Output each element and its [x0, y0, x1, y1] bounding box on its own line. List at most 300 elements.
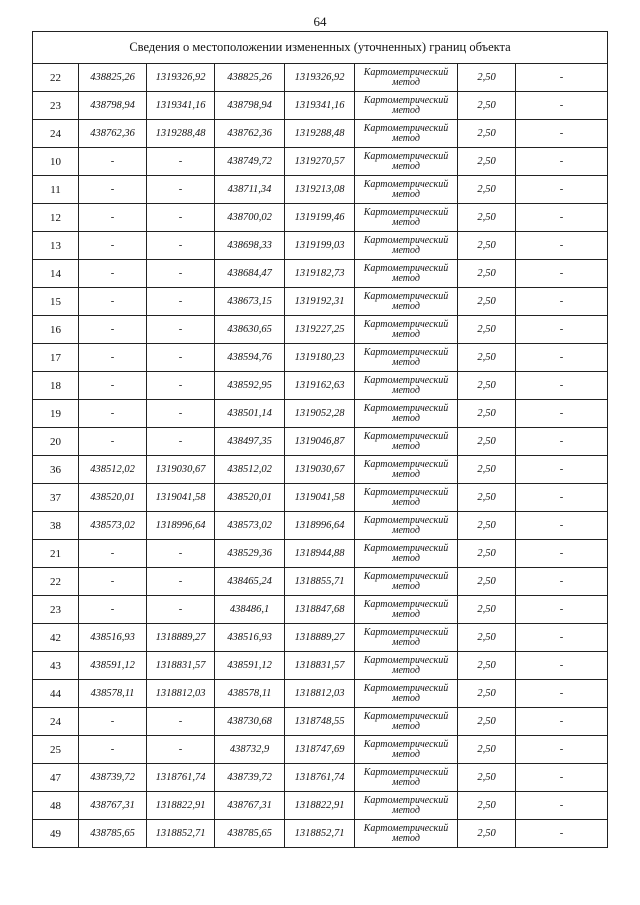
- existing-y-cell: -: [147, 288, 215, 316]
- point-number-cell: 48: [33, 792, 79, 820]
- existing-y-cell: -: [147, 344, 215, 372]
- method-line-1: Картометрический: [363, 374, 449, 386]
- table-row: [33, 92, 608, 120]
- point-number-cell: 10: [33, 148, 79, 176]
- method-line-1: Картометрический: [363, 570, 449, 582]
- method-line-1: Картометрический: [363, 682, 449, 694]
- refined-x-cell: 438730,68: [215, 708, 285, 736]
- table-row: [33, 456, 608, 484]
- refined-x-cell: 438486,1: [215, 596, 285, 624]
- point-number-cell: 47: [33, 764, 79, 792]
- method-line-2: метод: [392, 272, 420, 284]
- note-cell: -: [516, 204, 608, 232]
- existing-x-cell: -: [79, 428, 147, 456]
- method-line-2: метод: [392, 580, 420, 592]
- existing-y-cell: 1319326,92: [147, 64, 215, 92]
- refined-y-cell: 1318822,91: [285, 792, 355, 820]
- note-cell: -: [516, 540, 608, 568]
- existing-y-cell: -: [147, 232, 215, 260]
- method-cell: [355, 484, 458, 512]
- method-line-2: метод: [392, 132, 420, 144]
- table-row: [33, 820, 608, 848]
- accuracy-cell: 2,50: [458, 484, 516, 512]
- method-line-2: метод: [392, 244, 420, 256]
- refined-x-cell: 438465,24: [215, 568, 285, 596]
- table-row: [33, 792, 608, 820]
- point-number-cell: 18: [33, 372, 79, 400]
- method-cell: [355, 708, 458, 736]
- method-cell: [355, 120, 458, 148]
- refined-y-cell: 1318944,88: [285, 540, 355, 568]
- refined-y-cell: 1318761,74: [285, 764, 355, 792]
- accuracy-cell: 2,50: [458, 624, 516, 652]
- note-cell: -: [516, 512, 608, 540]
- accuracy-cell: 2,50: [458, 736, 516, 764]
- refined-x-cell: 438785,65: [215, 820, 285, 848]
- refined-y-cell: 1319030,67: [285, 456, 355, 484]
- note-cell: -: [516, 456, 608, 484]
- method-line-1: Картометрический: [363, 318, 449, 330]
- method-line-1: Картометрический: [363, 486, 449, 498]
- note-cell: -: [516, 148, 608, 176]
- point-number-cell: 22: [33, 568, 79, 596]
- method-line-2: метод: [392, 776, 420, 788]
- existing-x-cell: -: [79, 288, 147, 316]
- accuracy-cell: 2,50: [458, 176, 516, 204]
- method-line-2: метод: [392, 804, 420, 816]
- refined-y-cell: 1319182,73: [285, 260, 355, 288]
- accuracy-cell: 2,50: [458, 512, 516, 540]
- accuracy-cell: 2,50: [458, 792, 516, 820]
- refined-y-cell: 1319341,16: [285, 92, 355, 120]
- existing-y-cell: 1319041,58: [147, 484, 215, 512]
- refined-x-cell: 438630,65: [215, 316, 285, 344]
- method-line-2: метод: [392, 300, 420, 312]
- existing-y-cell: 1318822,91: [147, 792, 215, 820]
- method-line-1: Картометрический: [363, 346, 449, 358]
- accuracy-cell: 2,50: [458, 540, 516, 568]
- method-cell: [355, 92, 458, 120]
- method-cell: [355, 316, 458, 344]
- accuracy-cell: 2,50: [458, 288, 516, 316]
- point-number-cell: 20: [33, 428, 79, 456]
- existing-y-cell: -: [147, 176, 215, 204]
- note-cell: -: [516, 344, 608, 372]
- method-line-2: метод: [392, 748, 420, 760]
- existing-y-cell: 1319341,16: [147, 92, 215, 120]
- accuracy-cell: 2,50: [458, 428, 516, 456]
- refined-x-cell: 438767,31: [215, 792, 285, 820]
- accuracy-cell: 2,50: [458, 316, 516, 344]
- note-cell: -: [516, 596, 608, 624]
- table-row: [33, 428, 608, 456]
- existing-y-cell: -: [147, 260, 215, 288]
- accuracy-cell: 2,50: [458, 120, 516, 148]
- method-line-2: метод: [392, 76, 420, 88]
- existing-x-cell: -: [79, 372, 147, 400]
- accuracy-cell: 2,50: [458, 260, 516, 288]
- table-row: [33, 176, 608, 204]
- accuracy-cell: 2,50: [458, 344, 516, 372]
- note-cell: -: [516, 820, 608, 848]
- refined-y-cell: 1318812,03: [285, 680, 355, 708]
- table-row: [33, 708, 608, 736]
- point-number-cell: 49: [33, 820, 79, 848]
- point-number-cell: 15: [33, 288, 79, 316]
- existing-y-cell: 1319030,67: [147, 456, 215, 484]
- refined-x-cell: 438698,33: [215, 232, 285, 260]
- method-cell: [355, 596, 458, 624]
- refined-y-cell: 1319199,46: [285, 204, 355, 232]
- table-title: Сведения о местоположении измененных (уточненных) границ объекта: [33, 32, 608, 64]
- existing-y-cell: -: [147, 316, 215, 344]
- table-row: [33, 148, 608, 176]
- boundary-coordinates-table: [32, 31, 608, 848]
- point-number-cell: 44: [33, 680, 79, 708]
- table-title-row: [33, 32, 608, 64]
- page-number: 64: [313, 14, 327, 29]
- table-row: [33, 596, 608, 624]
- existing-x-cell: 438578,11: [79, 680, 147, 708]
- table-row: [33, 540, 608, 568]
- accuracy-cell: 2,50: [458, 204, 516, 232]
- method-line-1: Картометрический: [363, 262, 449, 274]
- accuracy-cell: 2,50: [458, 64, 516, 92]
- refined-y-cell: 1319199,03: [285, 232, 355, 260]
- table-row: [33, 652, 608, 680]
- refined-x-cell: 438825,26: [215, 64, 285, 92]
- method-cell: [355, 176, 458, 204]
- method-cell: [355, 400, 458, 428]
- method-cell: [355, 652, 458, 680]
- note-cell: -: [516, 232, 608, 260]
- existing-y-cell: 1318889,27: [147, 624, 215, 652]
- note-cell: -: [516, 288, 608, 316]
- method-line-2: метод: [392, 412, 420, 424]
- point-number-cell: 17: [33, 344, 79, 372]
- note-cell: -: [516, 708, 608, 736]
- refined-y-cell: 1318748,55: [285, 708, 355, 736]
- method-cell: [355, 372, 458, 400]
- existing-x-cell: 438762,36: [79, 120, 147, 148]
- point-number-cell: 42: [33, 624, 79, 652]
- table-row: [33, 736, 608, 764]
- table-row: [33, 568, 608, 596]
- method-line-2: метод: [392, 832, 420, 844]
- point-number-cell: 24: [33, 120, 79, 148]
- existing-y-cell: 1318761,74: [147, 764, 215, 792]
- refined-y-cell: 1318847,68: [285, 596, 355, 624]
- note-cell: -: [516, 260, 608, 288]
- refined-y-cell: 1318852,71: [285, 820, 355, 848]
- method-line-2: метод: [392, 636, 420, 648]
- refined-x-cell: 438520,01: [215, 484, 285, 512]
- note-cell: -: [516, 764, 608, 792]
- method-line-1: Картометрический: [363, 290, 449, 302]
- refined-y-cell: 1318831,57: [285, 652, 355, 680]
- note-cell: -: [516, 64, 608, 92]
- existing-x-cell: 438520,01: [79, 484, 147, 512]
- accuracy-cell: 2,50: [458, 456, 516, 484]
- method-line-2: метод: [392, 664, 420, 676]
- point-number-cell: 22: [33, 64, 79, 92]
- note-cell: -: [516, 316, 608, 344]
- existing-x-cell: -: [79, 316, 147, 344]
- point-number-cell: 11: [33, 176, 79, 204]
- refined-y-cell: 1319227,25: [285, 316, 355, 344]
- existing-y-cell: 1318831,57: [147, 652, 215, 680]
- method-cell: [355, 204, 458, 232]
- refined-y-cell: 1318996,64: [285, 512, 355, 540]
- point-number-cell: 21: [33, 540, 79, 568]
- refined-x-cell: 438592,95: [215, 372, 285, 400]
- method-line-1: Картометрический: [363, 766, 449, 778]
- refined-x-cell: 438732,9: [215, 736, 285, 764]
- existing-x-cell: 438767,31: [79, 792, 147, 820]
- point-number-cell: 25: [33, 736, 79, 764]
- table-row: [33, 316, 608, 344]
- existing-x-cell: -: [79, 708, 147, 736]
- refined-y-cell: 1319041,58: [285, 484, 355, 512]
- refined-y-cell: 1319326,92: [285, 64, 355, 92]
- accuracy-cell: 2,50: [458, 596, 516, 624]
- note-cell: -: [516, 428, 608, 456]
- method-line-1: Картометрический: [363, 794, 449, 806]
- method-cell: [355, 680, 458, 708]
- method-line-1: Картометрический: [363, 738, 449, 750]
- method-line-1: Картометрический: [363, 122, 449, 134]
- refined-y-cell: 1319288,48: [285, 120, 355, 148]
- method-cell: [355, 764, 458, 792]
- method-line-2: метод: [392, 692, 420, 704]
- existing-y-cell: 1318812,03: [147, 680, 215, 708]
- method-line-1: Картометрический: [363, 514, 449, 526]
- existing-x-cell: 438512,02: [79, 456, 147, 484]
- method-cell: [355, 456, 458, 484]
- point-number-cell: 37: [33, 484, 79, 512]
- existing-x-cell: -: [79, 568, 147, 596]
- table-row: [33, 64, 608, 92]
- note-cell: -: [516, 92, 608, 120]
- refined-y-cell: 1318889,27: [285, 624, 355, 652]
- refined-x-cell: 438512,02: [215, 456, 285, 484]
- method-cell: [355, 148, 458, 176]
- refined-x-cell: 438684,47: [215, 260, 285, 288]
- point-number-cell: 14: [33, 260, 79, 288]
- note-cell: -: [516, 736, 608, 764]
- existing-x-cell: -: [79, 232, 147, 260]
- existing-x-cell: 438825,26: [79, 64, 147, 92]
- existing-y-cell: -: [147, 596, 215, 624]
- accuracy-cell: 2,50: [458, 708, 516, 736]
- existing-x-cell: 438573,02: [79, 512, 147, 540]
- table-row: [33, 204, 608, 232]
- table-row: [33, 764, 608, 792]
- table-row: [33, 484, 608, 512]
- existing-x-cell: -: [79, 260, 147, 288]
- refined-y-cell: 1319180,23: [285, 344, 355, 372]
- note-cell: -: [516, 680, 608, 708]
- refined-y-cell: 1318855,71: [285, 568, 355, 596]
- point-number-cell: 24: [33, 708, 79, 736]
- note-cell: -: [516, 652, 608, 680]
- refined-x-cell: 438594,76: [215, 344, 285, 372]
- refined-x-cell: 438700,02: [215, 204, 285, 232]
- accuracy-cell: 2,50: [458, 92, 516, 120]
- method-line-1: Картометрический: [363, 710, 449, 722]
- method-line-1: Картометрический: [363, 402, 449, 414]
- method-line-2: метод: [392, 160, 420, 172]
- existing-x-cell: -: [79, 204, 147, 232]
- note-cell: -: [516, 624, 608, 652]
- table-row: [33, 260, 608, 288]
- method-line-2: метод: [392, 328, 420, 340]
- method-cell: [355, 428, 458, 456]
- refined-y-cell: 1319192,31: [285, 288, 355, 316]
- method-line-2: метод: [392, 188, 420, 200]
- existing-x-cell: -: [79, 148, 147, 176]
- method-line-1: Картометрический: [363, 234, 449, 246]
- accuracy-cell: 2,50: [458, 764, 516, 792]
- point-number-cell: 19: [33, 400, 79, 428]
- existing-y-cell: -: [147, 540, 215, 568]
- existing-x-cell: 438591,12: [79, 652, 147, 680]
- method-cell: [355, 344, 458, 372]
- method-cell: [355, 820, 458, 848]
- existing-y-cell: -: [147, 204, 215, 232]
- refined-y-cell: 1318747,69: [285, 736, 355, 764]
- method-line-1: Картометрический: [363, 458, 449, 470]
- point-number-cell: 38: [33, 512, 79, 540]
- method-cell: [355, 540, 458, 568]
- refined-x-cell: 438591,12: [215, 652, 285, 680]
- accuracy-cell: 2,50: [458, 568, 516, 596]
- method-line-2: метод: [392, 216, 420, 228]
- method-line-1: Картометрический: [363, 542, 449, 554]
- existing-y-cell: -: [147, 708, 215, 736]
- accuracy-cell: 2,50: [458, 400, 516, 428]
- method-cell: [355, 568, 458, 596]
- note-cell: -: [516, 372, 608, 400]
- method-cell: [355, 792, 458, 820]
- method-line-1: Картометрический: [363, 430, 449, 442]
- refined-x-cell: 438749,72: [215, 148, 285, 176]
- refined-y-cell: 1319052,28: [285, 400, 355, 428]
- accuracy-cell: 2,50: [458, 680, 516, 708]
- accuracy-cell: 2,50: [458, 820, 516, 848]
- note-cell: -: [516, 792, 608, 820]
- method-cell: [355, 260, 458, 288]
- refined-x-cell: 438673,15: [215, 288, 285, 316]
- refined-x-cell: 438578,11: [215, 680, 285, 708]
- table-row: [33, 344, 608, 372]
- method-line-1: Картометрический: [363, 94, 449, 106]
- method-line-2: метод: [392, 468, 420, 480]
- existing-x-cell: 438739,72: [79, 764, 147, 792]
- note-cell: -: [516, 400, 608, 428]
- method-line-1: Картометрический: [363, 66, 449, 78]
- note-cell: -: [516, 484, 608, 512]
- table-row: [33, 288, 608, 316]
- table-row: [33, 372, 608, 400]
- method-line-2: метод: [392, 552, 420, 564]
- method-line-1: Картометрический: [363, 150, 449, 162]
- method-cell: [355, 288, 458, 316]
- point-number-cell: 36: [33, 456, 79, 484]
- method-line-2: метод: [392, 524, 420, 536]
- method-cell: [355, 736, 458, 764]
- refined-x-cell: 438762,36: [215, 120, 285, 148]
- method-line-2: метод: [392, 440, 420, 452]
- table-row: [33, 680, 608, 708]
- method-line-1: Картометрический: [363, 206, 449, 218]
- existing-y-cell: -: [147, 568, 215, 596]
- note-cell: -: [516, 568, 608, 596]
- note-cell: -: [516, 120, 608, 148]
- note-cell: -: [516, 176, 608, 204]
- existing-x-cell: 438785,65: [79, 820, 147, 848]
- existing-y-cell: -: [147, 428, 215, 456]
- point-number-cell: 23: [33, 92, 79, 120]
- point-number-cell: 13: [33, 232, 79, 260]
- method-line-1: Картометрический: [363, 626, 449, 638]
- table-row: [33, 624, 608, 652]
- point-number-cell: 12: [33, 204, 79, 232]
- refined-x-cell: 438516,93: [215, 624, 285, 652]
- method-line-1: Картометрический: [363, 822, 449, 834]
- accuracy-cell: 2,50: [458, 232, 516, 260]
- refined-x-cell: 438497,35: [215, 428, 285, 456]
- method-line-2: метод: [392, 608, 420, 620]
- existing-x-cell: -: [79, 596, 147, 624]
- accuracy-cell: 2,50: [458, 148, 516, 176]
- existing-y-cell: -: [147, 736, 215, 764]
- accuracy-cell: 2,50: [458, 652, 516, 680]
- refined-x-cell: 438573,02: [215, 512, 285, 540]
- refined-x-cell: 438501,14: [215, 400, 285, 428]
- method-line-1: Картометрический: [363, 178, 449, 190]
- refined-x-cell: 438711,34: [215, 176, 285, 204]
- table-row: [33, 120, 608, 148]
- point-number-cell: 23: [33, 596, 79, 624]
- method-cell: [355, 232, 458, 260]
- method-line-2: метод: [392, 496, 420, 508]
- refined-x-cell: 438529,36: [215, 540, 285, 568]
- existing-y-cell: -: [147, 148, 215, 176]
- existing-x-cell: -: [79, 736, 147, 764]
- method-line-2: метод: [392, 720, 420, 732]
- refined-x-cell: 438798,94: [215, 92, 285, 120]
- existing-y-cell: 1318852,71: [147, 820, 215, 848]
- method-cell: [355, 512, 458, 540]
- point-number-cell: 43: [33, 652, 79, 680]
- accuracy-cell: 2,50: [458, 372, 516, 400]
- refined-y-cell: 1319046,87: [285, 428, 355, 456]
- table-row: [33, 512, 608, 540]
- table-row: [33, 400, 608, 428]
- existing-y-cell: 1318996,64: [147, 512, 215, 540]
- method-cell: [355, 624, 458, 652]
- existing-y-cell: -: [147, 372, 215, 400]
- method-cell: [355, 64, 458, 92]
- method-line-2: метод: [392, 356, 420, 368]
- existing-x-cell: -: [79, 176, 147, 204]
- existing-x-cell: -: [79, 344, 147, 372]
- existing-y-cell: -: [147, 400, 215, 428]
- refined-y-cell: 1319162,63: [285, 372, 355, 400]
- table-row: [33, 232, 608, 260]
- method-line-2: метод: [392, 104, 420, 116]
